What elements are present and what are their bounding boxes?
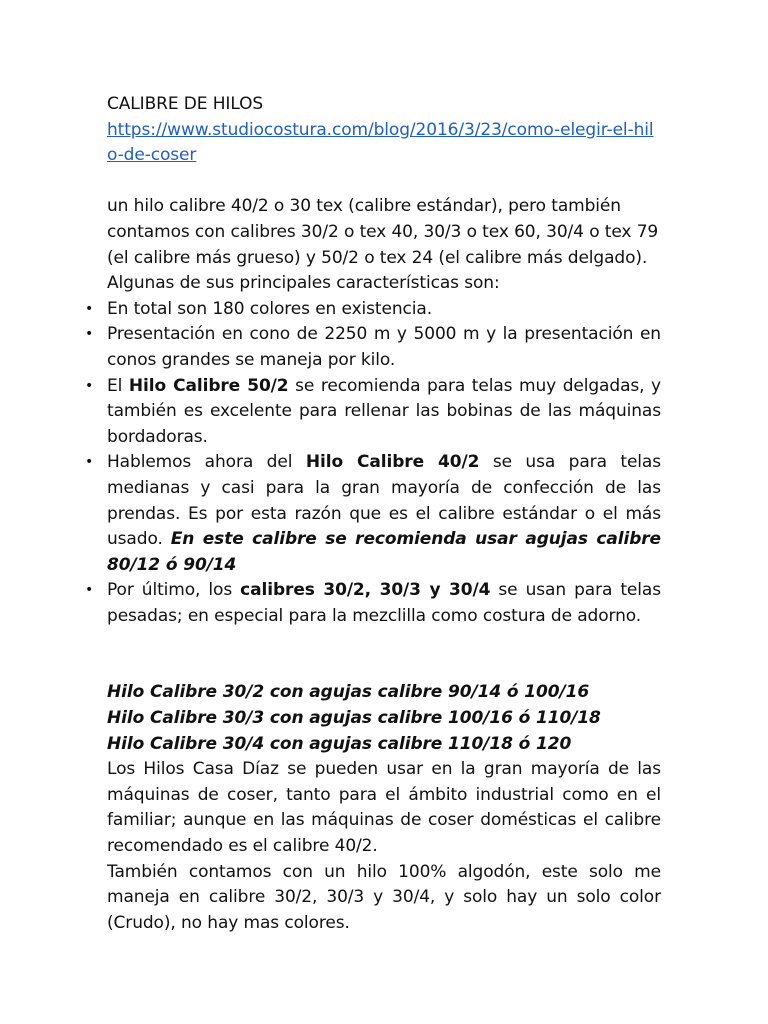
source-link[interactable]: https://www.studiocostura.com/blog/2016/3/23/como-elegir-el-hilo-de-coser bbox=[107, 119, 654, 166]
list-item-text-post: se recomienda para telas muy delgadas, y también es excelente para rellenar las bobinas de las máquinas bordadoras. bbox=[107, 375, 661, 447]
features-list bbox=[85, 297, 662, 630]
document-page bbox=[85, 92, 662, 936]
needle-line: Hilo Calibre 30/4 con agujas calibre 110/18 ó 120 bbox=[107, 733, 572, 754]
list-item-text-post: se usa para telas medianas y casi para la gran mayoría de confección de las prendas. Es por esta razón que es el calibre estándar o el más usado. bbox=[107, 452, 662, 550]
bullet-icon: • bbox=[85, 300, 94, 317]
list-item-text-pre: Por último, los bbox=[107, 580, 241, 601]
intro-paragraph: un hilo calibre 40/2 o 30 tex (calibre estándar), pero también contamos con calibres 30/2 o tex 40, 30/3 o tex 60, 30/4 o tex 79 (el calibre más grueso) y 50/2 o tex 24 (el calibre más delgado). Algunas de sus principales características son: bbox=[107, 196, 659, 294]
list-item-text: En total son 180 colores en existencia. bbox=[107, 298, 433, 319]
body-paragraph: Los Hilos Casa Díaz se pueden usar en la gran mayoría de las máquinas de coser, tanto para el ámbito industrial como en el familiar; aunque en las máquinas de coser domésticas el calibre recomendado es el calibre 40/2. bbox=[107, 759, 661, 857]
list-item-bold-italic: En este calibre se recomienda usar agujas calibre 80/12 ó 90/14 bbox=[107, 529, 661, 575]
list-item-text-pre: El bbox=[107, 375, 129, 396]
list-item bbox=[85, 297, 661, 323]
list-item bbox=[85, 322, 661, 373]
needle-line: Hilo Calibre 30/3 con agujas calibre 100/16 ó 110/18 bbox=[107, 708, 601, 729]
list-item-bold: Hilo Calibre 40/2 bbox=[305, 452, 480, 473]
bullet-icon: • bbox=[85, 326, 94, 343]
list-item-bold: Hilo Calibre 50/2 bbox=[128, 375, 289, 396]
blank-line bbox=[107, 169, 661, 195]
bullet-icon: • bbox=[85, 454, 94, 471]
list-item bbox=[85, 450, 662, 578]
bullet-icon: • bbox=[85, 582, 94, 599]
blank-lines bbox=[107, 629, 661, 680]
document-title: CALIBRE DE HILOS bbox=[107, 94, 264, 114]
list-item-text: Presentación en cono de 2250 m y 5000 m y la presentación en conos grandes se maneja por kilo. bbox=[107, 324, 661, 370]
list-item bbox=[85, 374, 661, 451]
source-link-line bbox=[107, 118, 661, 169]
list-item-text-post: se usan para telas pesadas; en especial para la mezclilla como costura de adorno. bbox=[107, 580, 661, 626]
bullet-icon: • bbox=[85, 377, 94, 394]
body-paragraph: También contamos con un hilo 100% algodón, este solo me maneja en calibre 30/2, 30/3 y 30/4, y solo hay un solo color (Crudo), no hay mas colores. bbox=[107, 861, 661, 933]
needle-line: Hilo Calibre 30/2 con agujas calibre 90/14 ó 100/16 bbox=[107, 682, 590, 703]
list-item bbox=[85, 578, 661, 629]
list-item-bold: calibres 30/2, 30/3 y 30/4 bbox=[240, 580, 491, 601]
list-item-text-pre: Hablemos ahora del bbox=[107, 452, 306, 473]
